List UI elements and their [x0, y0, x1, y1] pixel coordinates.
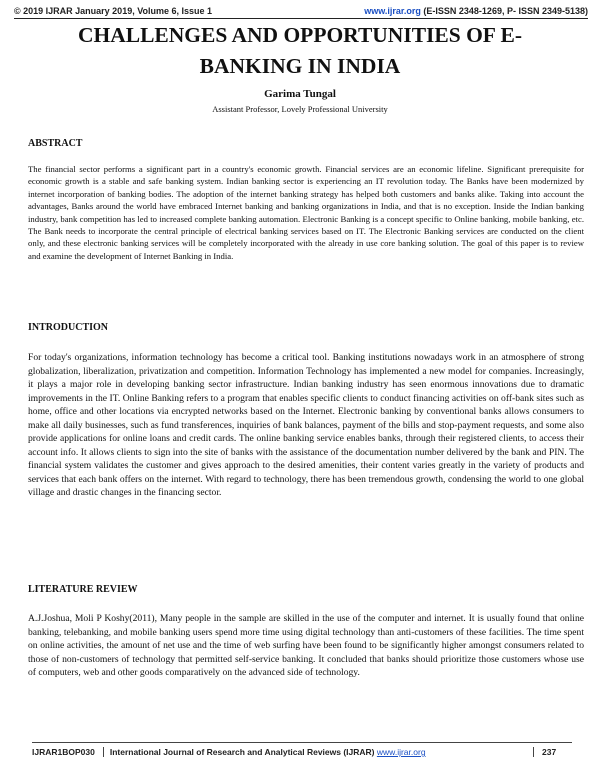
- running-header: [14, 6, 588, 19]
- author-affiliation: Assistant Professor, Lovely Professional University: [212, 104, 388, 114]
- introduction-text: For today's organizations, information technology has become a critical tool. Banking institutions nowadays work in an atmosphere of strong globalization, liberalization, privatization and competition. Information Technology has implemented a new model for companies. Increasingly, it plays a major role in developing banking sector infrastructure. Indian banking industry has seen enormous innovations due to dramatic improvements in the IT. Online Banking refers to a program that enables specific clients to conduct financing activities on off-bank sites such as home, office and other locations via encrypted networks based on the Internet. Electronic banking by conventional banks allows consumers to make all daily businesses, such as fund transferences, inquiries of bank balances, payment of the bills and stop-payment requests, and some also provide applications for online loans and credit cards. The online banking service enables banks, through their registered clients, to access their account info. It allows clients to sign into the site of banks with the assistance of the documentation number delivered by the bank and PIN. The financial system validates the customer and gives approach to the desired amenities, their content varies greatly in the variety of products and services that each bank offers on the internet. With regard to technology, there has been tremendous growth, condensing the world to one global village and drastic changes in the financing sector.: [28, 352, 584, 498]
- abstract-text: The financial sector performs a significant part in a country's economic growth. Financial services are an economic lifeline. Significant prerequisite for economic growth is a stable and safe banking system. Indian banking sector is experiencing an IT revolution today. The Banks have been modernized by internet incorporation of banking bodies. The adoption of the internet banking strategy has helped both customers and banks alike. Taking into account the advantages, Banks around the world have embraced Internet banking and banking organizations in India, and that is no exception. Inside the Indian banking industry, bank competition has led to increased complete banking automation. Electronic Banking is a concept specific to Online banking, mobile banking, etc. The Bank needs to incorporate the central principle of electrical banking services based on IT. The Electronic Banking services are conducted on the client only, and these electronic banking services will be completely incorporated with the already in use core banking solution. The goal of this paper is to review and examine the development of Internet Banking in India.: [28, 164, 584, 261]
- header-issue-info: © 2019 IJRAR January 2019, Volume 6, Issue 1: [14, 6, 213, 16]
- header-issn-info: [364, 6, 588, 16]
- header-issn: (E-ISSN 2348-1269, P- ISSN 2349-5138): [420, 6, 588, 16]
- paper-code: IJRAR1BOP030: [32, 747, 104, 757]
- header-site-link[interactable]: www.ijrar.org: [364, 6, 421, 16]
- literature-review-text: A.J.Joshua, Moli P Koshy(2011), Many people in the sample are skilled in the use of the computer and internet. It is usually found that online banking, telebanking, and mobile banking users spend more time using digital technology than anti-customers of these facilities. The time spent on online activities, the amount of net use and the time of web surfing have been found to be significantly higher amongst consumers related to those of non-customers of technology that permitted self-service banking. It concluded that banks should prioritize those customers whose use of computers, web and other goods comparatively on the advanced side of technology.: [28, 613, 584, 678]
- journal-title: International Journal of Research and Analytical Reviews (IJRAR): [109, 747, 377, 757]
- literature-review-heading: LITERATURE REVIEW: [28, 584, 138, 595]
- footer-site-link[interactable]: www.ijrar.org: [376, 747, 426, 757]
- introduction-heading: INTRODUCTION: [28, 322, 109, 333]
- running-footer: [32, 742, 572, 757]
- journal-name: [104, 747, 534, 757]
- paper-title: CHALLENGES AND OPPORTUNITIES OF E-BANKING IN INDIA: [77, 23, 523, 78]
- abstract-heading: ABSTRACT: [28, 138, 83, 149]
- author-name: Garima Tungal: [264, 88, 336, 100]
- page-number: 237: [542, 747, 557, 757]
